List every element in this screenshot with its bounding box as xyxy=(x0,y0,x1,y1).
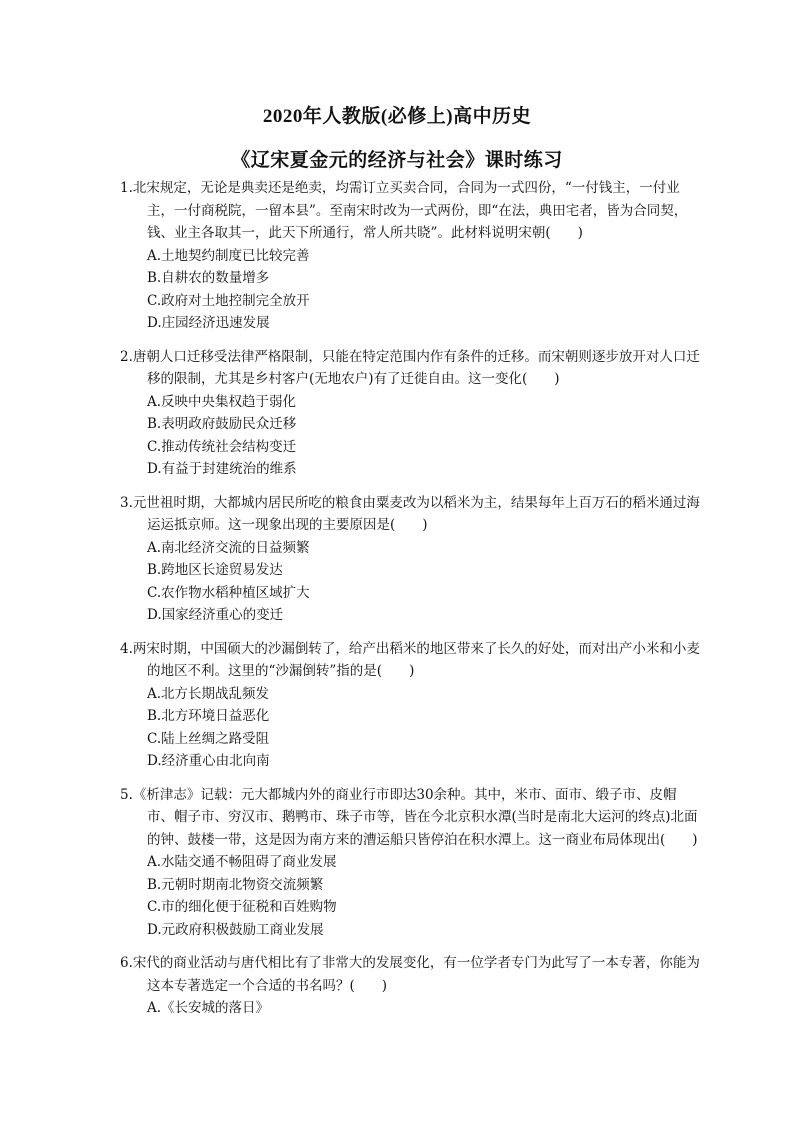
option-a: A.南北经济交流的日益频繁 xyxy=(147,539,310,556)
question-1 xyxy=(120,177,700,335)
question-list xyxy=(120,177,700,1031)
question-3 xyxy=(120,492,700,627)
option-c: C.陆上丝绸之路受阻 xyxy=(147,730,270,747)
option-a: A.《长安城的落日》 xyxy=(147,1000,270,1016)
option-d: D.有益于封建统治的维系 xyxy=(147,461,297,477)
option-b: B.跨地区长途贸易发达 xyxy=(147,562,283,578)
question-6 xyxy=(120,952,700,1020)
option-b: B.自耕农的数量增多 xyxy=(147,270,270,286)
option-a: A.北方长期战乱频发 xyxy=(147,685,270,702)
option-d: D.国家经济重心的变迁 xyxy=(147,607,284,623)
option-d: D.元政府积极鼓励工商业发展 xyxy=(147,921,324,938)
option-c: C.推动传统社会结构变迁 xyxy=(147,438,297,455)
question-stem: 3.元世祖时期，大都城内居民所吃的粮食由粟麦改为以稻米为主，结果每年上百万石的稻米通过海运运抵京师。这一现象出现的主要原因是( ) xyxy=(120,494,700,533)
question-stem: 1.北宋规定，无论是典卖还是绝卖，均需订立买卖合同，合同为一式四份，“一付钱主，一付业主，一付商税院，一留本县”。至南宋时改为一式两份，即“在法，典田宅者，皆为合同契，钱、业主各取其一，此天下所通行，常人所共晓”。此材料说明宋朝( ) xyxy=(120,180,688,241)
question-stem: 5.《析津志》记载：元大都城内外的商业行市即达30余种。其中，米市、面市、缎子市、皮帽市、帽子市、穷汉市、鹅鸭市、珠子市等，皆在今北京积水潭(当时是南北大运河的终点)北面的钟、鼓楼一带，这是因为南方来的漕运船只皆停泊在积水潭上。这一商业布局体现出( ) xyxy=(120,786,698,848)
option-d: D.经济重心由北向南 xyxy=(147,753,270,769)
question-2 xyxy=(120,346,700,481)
question-stem: 6.宋代的商业活动与唐代相比有了非常大的发展变化，有一位学者专门为此写了一本专著，你能为这本专著选定一个合适的书名吗？( ) xyxy=(120,955,700,994)
option-c: C.政府对土地控制完全放开 xyxy=(147,292,310,309)
question-stem: 4.两宋时期，中国硕大的沙漏倒转了，给产出稻米的地区带来了长久的好处，而对出产小米和小麦的地区不利。这里的“沙漏倒转”指的是( ) xyxy=(120,640,700,679)
option-c: C.农作物水稻种植区域扩大 xyxy=(147,584,310,601)
question-stem: 2.唐朝人口迁移受法律严格限制，只能在特定范围内作有条件的迁移。而宋朝则逐步放开对人口迁移的限制，尤其是乡村客户(无地农户)有了迁徙自由。这一变化( ) xyxy=(120,348,700,387)
option-b: B.表明政府鼓励民众迁移 xyxy=(147,416,297,432)
option-d: D.庄园经济迅速发展 xyxy=(147,315,270,331)
option-c: C.市的细化便于征税和百姓购物 xyxy=(147,899,337,915)
question-5 xyxy=(120,784,700,942)
page-subtitle: 《辽宋夏金元的经济与社会》课时练习 xyxy=(231,150,563,171)
option-a: A.反映中央集权趋于弱化 xyxy=(147,393,297,410)
option-a: A.水陆交通不畅阻碍了商业发展 xyxy=(147,854,337,870)
option-b: B.元朝时期南北物资交流频繁 xyxy=(147,876,324,893)
page-title: 2020年人教版(必修上)高中历史 xyxy=(262,106,532,127)
option-a: A.土地契约制度已比较完善 xyxy=(147,247,310,264)
option-b: B.北方环境日益恶化 xyxy=(147,708,270,724)
question-4 xyxy=(120,638,700,773)
